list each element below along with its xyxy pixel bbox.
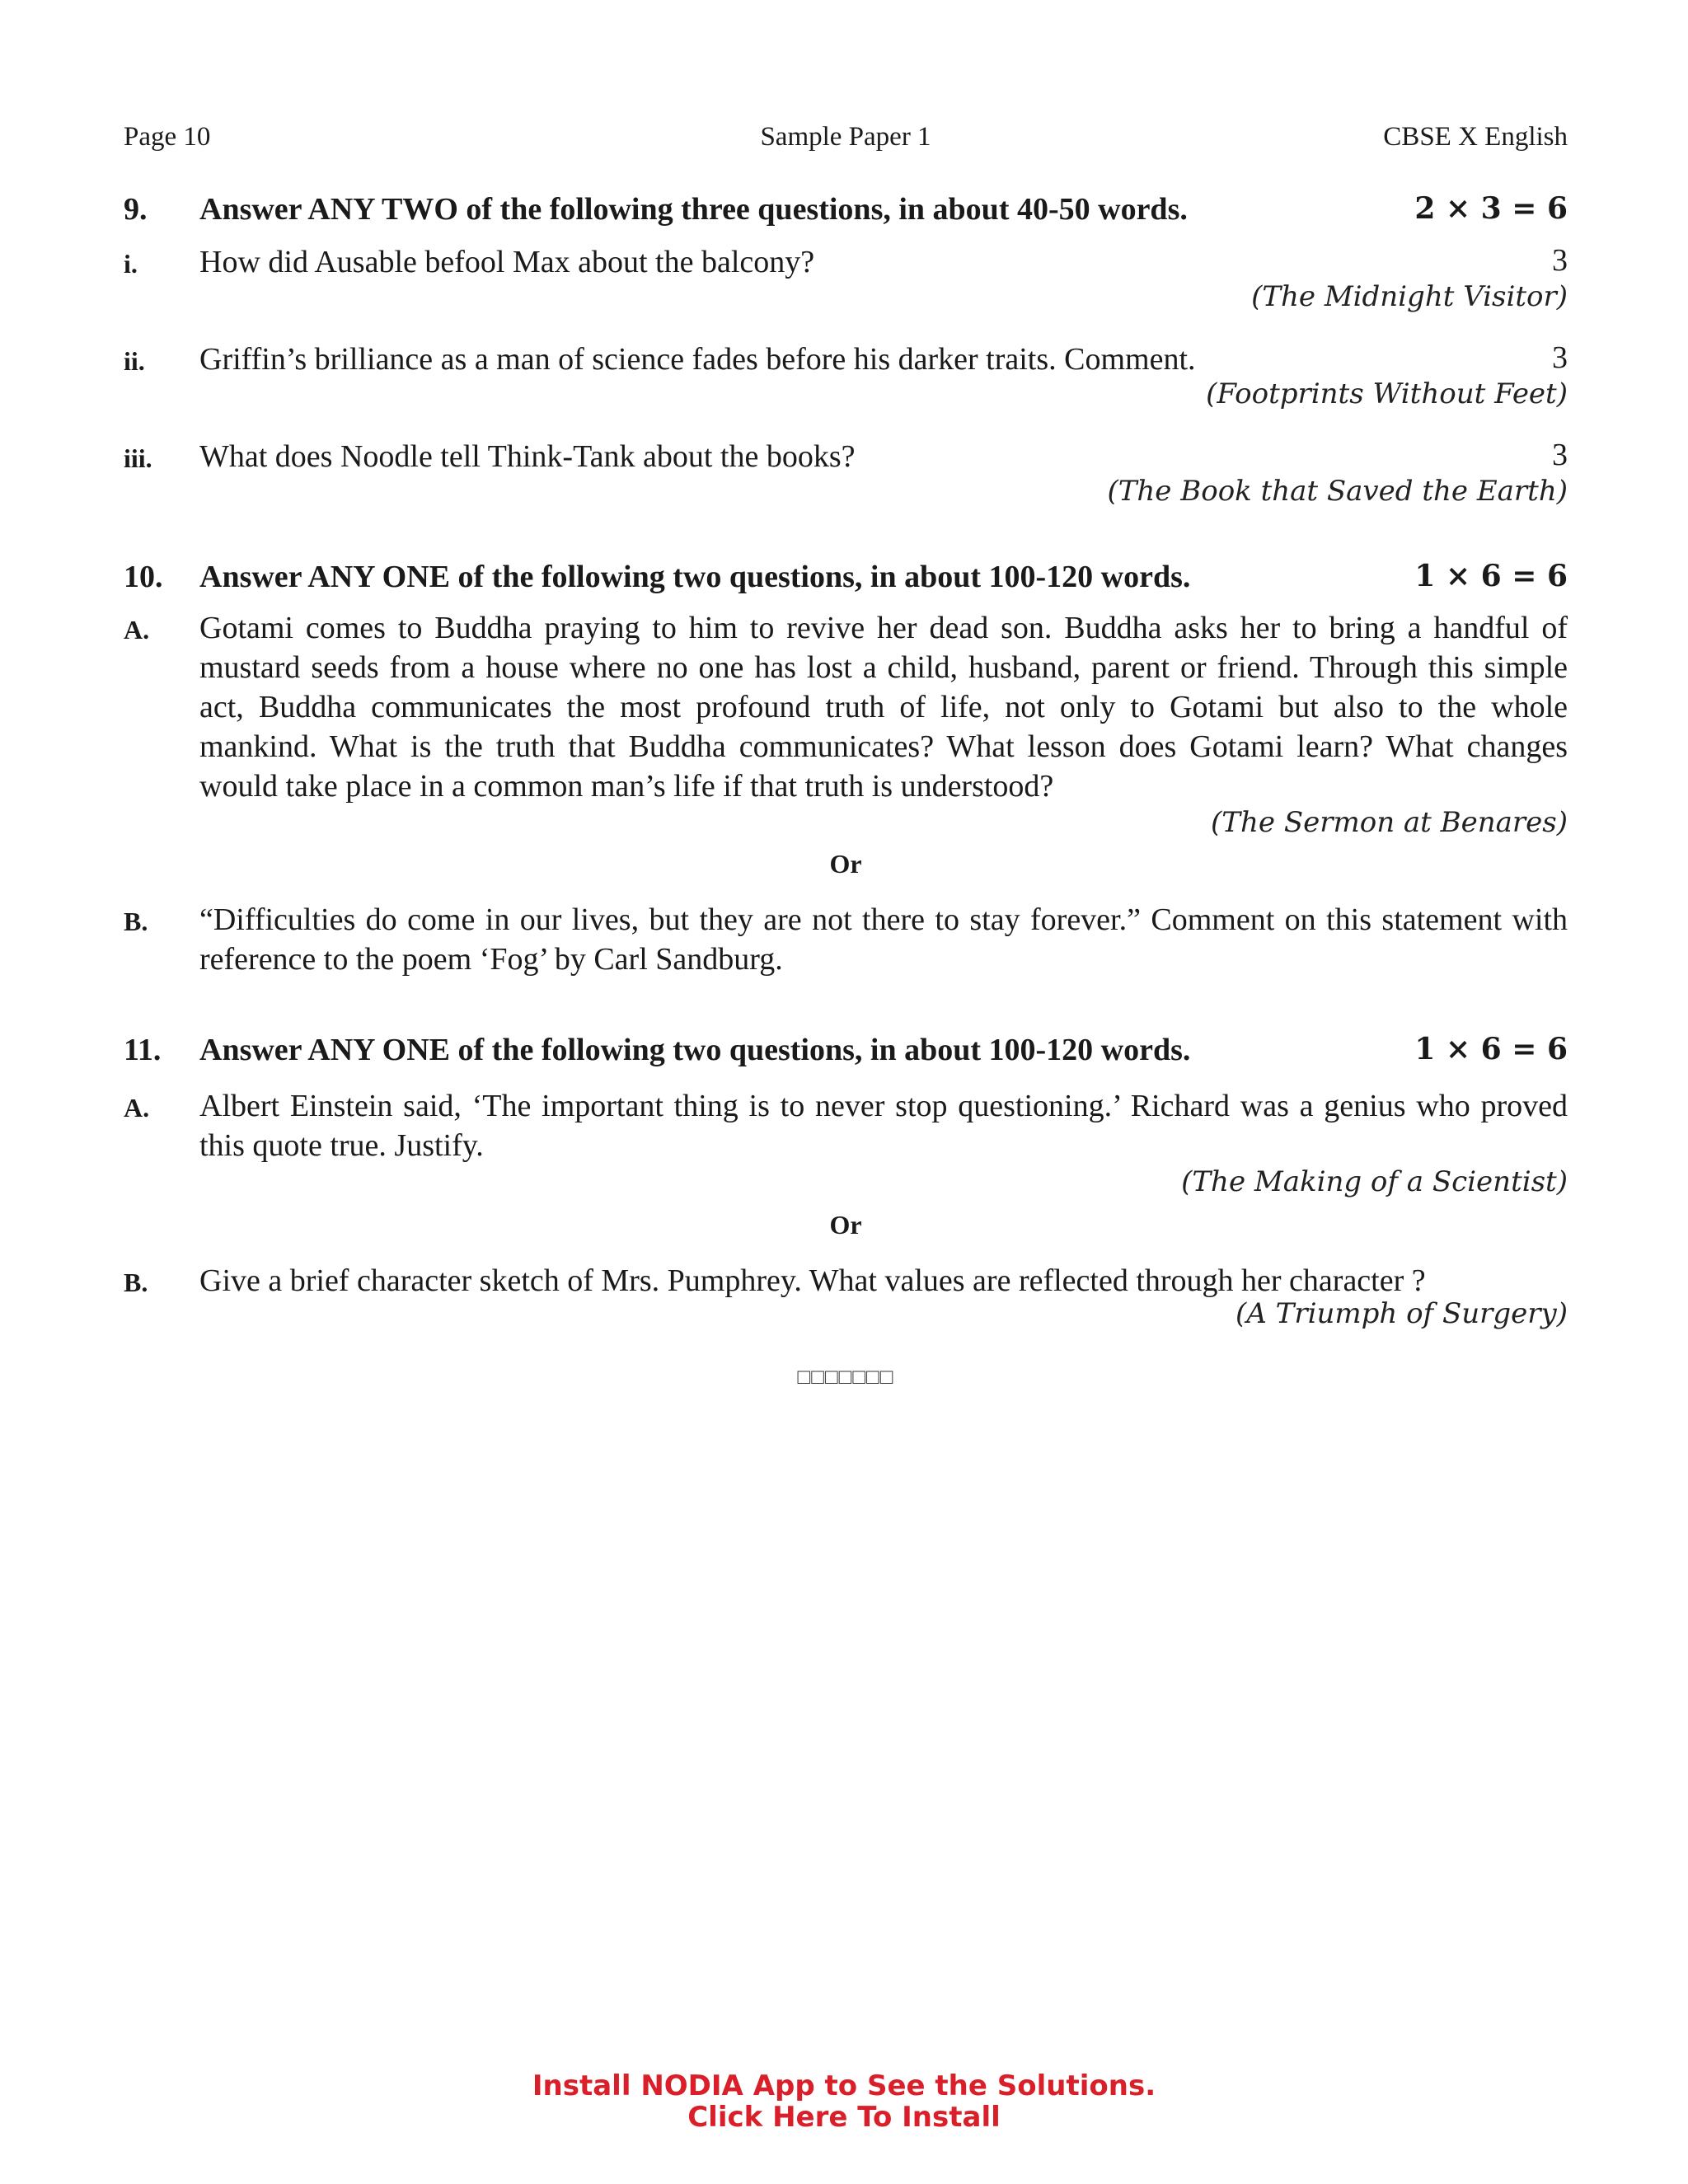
question-number: 10. xyxy=(124,560,163,594)
install-app-link[interactable]: Install NODIA App to See the Solutions. xyxy=(532,2069,1156,2102)
option-source: (The Sermon at Benares) xyxy=(1211,806,1568,839)
option-text: Albert Einstein said, ‘The important thing is to never stop questioning.’ Richard was a genius who proved this quote true. Justify. xyxy=(199,1089,1568,1163)
question-prompt: Answer ANY TWO of the following three questions, in about 40-50 words. xyxy=(199,192,1188,227)
option-source: (The Making of a Scientist) xyxy=(1181,1165,1568,1198)
option-label: A. xyxy=(124,1093,150,1122)
item-source: (The Book that Saved the Earth) xyxy=(1107,475,1568,508)
option-label: B. xyxy=(124,1268,148,1297)
option-label: B. xyxy=(124,907,148,936)
item-text: How did Ausable befool Max about the balcony? xyxy=(199,245,815,279)
item-source: (The Midnight Visitor) xyxy=(1251,280,1568,313)
question-prompt: Answer ANY ONE of the following two questions, in about 100-120 words. xyxy=(199,1033,1191,1067)
item-marks: 3 xyxy=(1552,340,1568,375)
item-text: Griffin’s brilliance as a man of science fades before his darker traits. Comment. xyxy=(199,342,1196,377)
item-source: (Footprints Without Feet) xyxy=(1206,377,1568,410)
click-here-install-link[interactable]: Click Here To Install xyxy=(687,2101,1001,2134)
page-header xyxy=(124,122,1568,158)
item-label: i. xyxy=(124,249,138,279)
question-marks: 1 × 6 = 6 xyxy=(1414,559,1568,593)
item-marks: 3 xyxy=(1552,438,1568,472)
paper-title: Sample Paper 1 xyxy=(760,122,931,152)
item-marks: 3 xyxy=(1552,243,1568,278)
end-marker: □□□□□□□ xyxy=(797,1365,894,1389)
question-number: 11. xyxy=(124,1033,162,1067)
item-text: What does Noodle tell Think-Tank about the books? xyxy=(199,439,856,474)
item-label: ii. xyxy=(124,346,145,376)
subject-label: CBSE X English xyxy=(1383,122,1568,152)
document-page xyxy=(124,0,1568,2184)
option-source: (A Triumph of Surgery) xyxy=(1236,1297,1568,1330)
question-marks: 2 × 3 = 6 xyxy=(1414,191,1568,226)
install-app-banner[interactable] xyxy=(0,2070,1688,2133)
item-label: iii. xyxy=(124,443,152,473)
option-text: Gotami comes to Buddha praying to him to revive her dead son. Buddha asks her to bring a handful of mustard seeds from a house where no one has lost a child, husband, parent or friend. Through this simple act, Buddha communicates the most profound truth of life, not only to Gotami but also to the whole mankind. What is the truth that Buddha communicates? What lesson does Gotami learn? What changes would take place in a common man’s life if that truth is understood? xyxy=(199,611,1568,804)
option-text: “Difficulties do come in our lives, but they are not there to stay forever.” Comment on this statement with reference to the poem ‘Fog’ by Carl Sandburg. xyxy=(199,902,1568,977)
question-prompt: Answer ANY ONE of the following two questions, in about 100-120 words. xyxy=(199,560,1191,594)
or-divider: Or xyxy=(829,1210,862,1240)
or-divider: Or xyxy=(829,849,862,879)
question-marks: 1 × 6 = 6 xyxy=(1414,1032,1568,1066)
option-text: Give a brief character sketch of Mrs. Pumphrey. What values are reflected through her character ? xyxy=(199,1263,1426,1298)
question-number: 9. xyxy=(124,192,148,227)
page-number: Page 10 xyxy=(124,122,211,152)
option-label: A. xyxy=(124,615,150,644)
